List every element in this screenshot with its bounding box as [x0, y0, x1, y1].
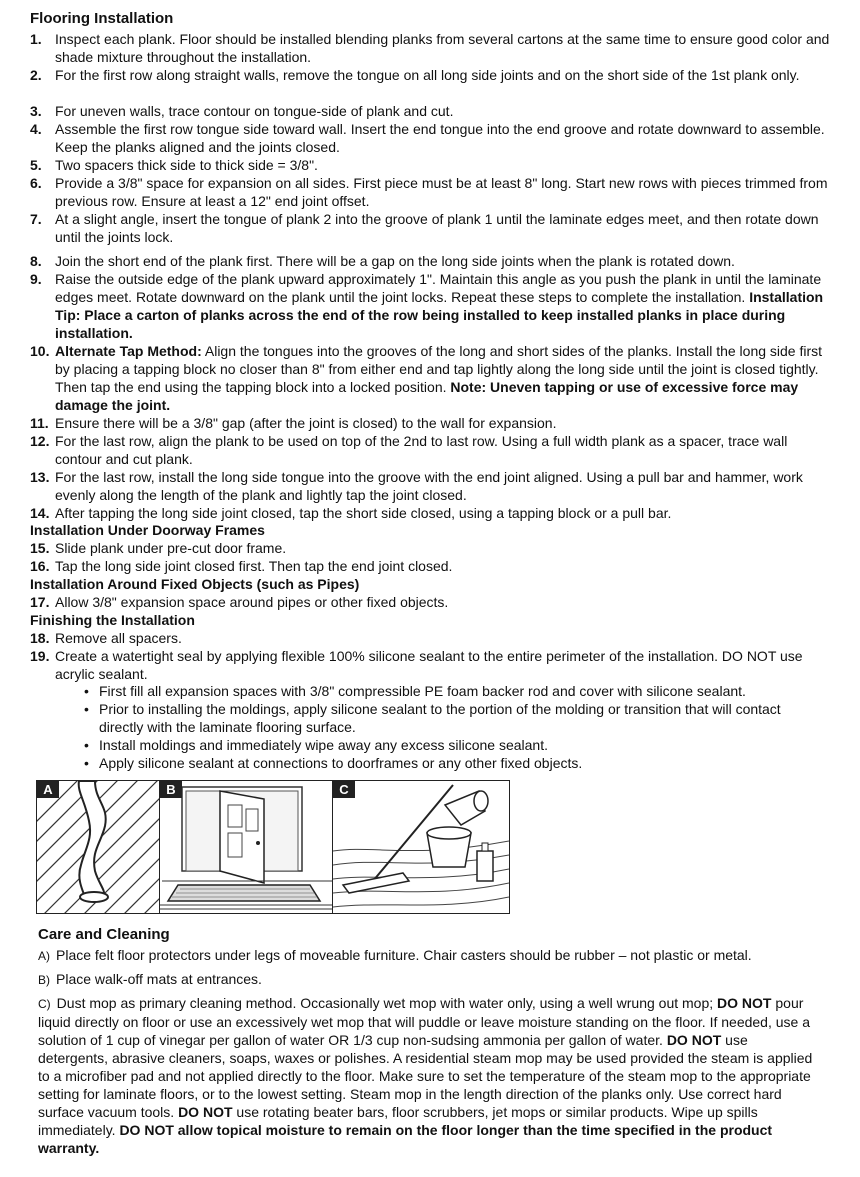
item-letter: C) — [38, 997, 51, 1011]
step-18 — [30, 629, 830, 647]
step-text: Inspect each plank. Floor should be installed blending planks from several cartons at the same time to ensure good color and shade mixture throughout the installation. — [55, 31, 830, 65]
step-text: Align the tongues into the grooves of the long and short sides of the planks. Install the long side first by placing a tapping block no closer than 8" from either end and tap lightly along the long side until the joint is closed tightly. Then tap the end using the tapping block into a locked position. — [55, 343, 823, 395]
step-14 — [30, 504, 830, 522]
step-text: Join the short end of the plank first. There will be a gap on the long side joints when the plank is rotated down. — [55, 253, 735, 269]
step-text: Slide plank under pre-cut door frame. — [55, 540, 287, 556]
method-label: Alternate Tap Method: — [55, 343, 202, 359]
bullet-item: • Apply silicone sealant at connections to doorframes or any other fixed objects. — [84, 754, 814, 772]
warning-text: DO NOT — [666, 1032, 722, 1048]
care-item-a — [38, 946, 818, 965]
step-number: 14. — [30, 505, 50, 521]
care-item-c — [38, 994, 818, 1157]
warning-text: DO NOT — [717, 995, 772, 1011]
doorway-illustration — [160, 781, 336, 913]
bullet-item: • Prior to installing the moldings, apply silicone sealant to the portion of the molding or transition that will contact directly with the laminate flooring surface. — [84, 700, 814, 736]
step-text: Tap the long side joint closed first. Then tap the end joint closed. — [55, 558, 453, 574]
step-number: 3. — [30, 103, 42, 119]
step-text: For the last row, install the long side tongue into the groove with the end joint aligned. Using a pull bar and hammer, work evenly along the length of the plank and lightly tap the joint closed. — [55, 469, 803, 503]
step-10 — [30, 342, 830, 414]
step-text: Ensure there will be a 3/8" gap (after the joint is closed) to the wall for expansion. — [55, 415, 557, 431]
step-text: After tapping the long side joint closed, tap the short side closed, using a tapping block or a pull bar. — [55, 505, 672, 521]
step-number: 17. — [30, 594, 50, 610]
step-7 — [30, 210, 830, 246]
pipes-heading: Installation Around Fixed Objects (such as Pipes) — [30, 576, 360, 592]
step-text: Assemble the first row tongue side toward wall. Insert the end tongue into the end groove and rotate downward to assemble. Keep the planks aligned and the joints closed. — [55, 121, 825, 155]
step-19 — [30, 647, 830, 683]
bullet-item: • Install moldings and immediately wipe away any excess silicone sealant. — [84, 736, 814, 754]
figure-c-mop-bucket — [332, 780, 510, 914]
care-item-b — [38, 970, 818, 989]
step-number: 8. — [30, 253, 42, 269]
step-5 — [30, 156, 830, 174]
warning-note: Note: Uneven tapping or use of excessive force may damage the joint. — [55, 379, 799, 413]
step-text: Two spacers thick side to thick side = 3/8". — [55, 157, 318, 173]
step-13 — [30, 468, 830, 504]
step-15 — [30, 539, 830, 557]
step-4 — [30, 120, 830, 156]
step-1 — [30, 30, 830, 66]
step-text: Allow 3/8" expansion space around pipes or other fixed objects. — [55, 594, 449, 610]
step-3 — [30, 102, 830, 120]
step-16 — [30, 557, 830, 575]
step-11 — [30, 414, 830, 432]
step-number: 18. — [30, 630, 50, 646]
figure-label: B — [160, 781, 182, 798]
step-number: 15. — [30, 540, 50, 556]
item-text: use rotating beater bars, floor scrubbers, jet mops or similar products. Wipe up spills immediately. — [38, 1104, 758, 1138]
step-number: 16. — [30, 558, 50, 574]
step-number: 9. — [30, 271, 42, 287]
figure-b-doorway-mat — [159, 780, 337, 914]
mop-bucket-illustration — [333, 781, 509, 913]
step-text: For uneven walls, trace contour on tongue-side of plank and cut. — [55, 103, 454, 119]
figure-label: A — [37, 781, 59, 798]
step-number: 10. — [30, 343, 50, 359]
step-text: Provide a 3/8" space for expansion on all sides. First piece must be at least 8" long. Start new rows with pieces trimmed from previous row. Ensure at least a 12" end joint offset. — [55, 175, 828, 209]
step-number: 13. — [30, 469, 50, 485]
item-text: pour liquid directly on floor or use an excessively wet mop that will puddle or leave moisture standing on the floor. If needed, use a solution of 1 cup of vinegar per gallon of water OR 1/3 cup non-sudsing ammonia per gallon of water. — [38, 995, 810, 1048]
step-number: 11. — [30, 415, 49, 431]
step-text: Raise the outside edge of the plank upward approximately 1". Maintain this angle as you push the plank in until the laminate edges meet. Rotate downward on the plank until the joint locks. Repeat these steps to complete the installation. — [55, 271, 822, 305]
item-text: use detergents, abrasive cleaners, soaps, waxes or polishes. A residential steam mop may be used provided the steam is applied to a microfiber pad and not applied directly to the floor. Make sure to set the temperature of the steam mop to the appropriate setting for laminate floors, or to the lowest setting. Steam mop in the length direction of the planks only. Use correct hard surface vacuum tools. — [38, 1032, 813, 1120]
step-12 — [30, 432, 830, 468]
sealant-bullets — [84, 682, 814, 772]
step-8 — [30, 252, 830, 270]
step-6 — [30, 174, 830, 210]
figure-label: C — [333, 781, 355, 798]
step-text: For the first row along straight walls, remove the tongue on all long side joints and on the short side of the 1st plank only. — [55, 67, 800, 83]
step-number: 19. — [30, 648, 50, 664]
step-number: 4. — [30, 121, 42, 137]
step-17 — [30, 593, 830, 611]
item-letter: B) — [38, 973, 50, 987]
step-number: 1. — [30, 31, 42, 47]
step-number: 12. — [30, 433, 50, 449]
step-text: Remove all spacers. — [55, 630, 182, 646]
doorway-heading: Installation Under Doorway Frames — [30, 522, 265, 538]
finishing-heading: Finishing the Installation — [30, 612, 195, 628]
step-text: For the last row, align the plank to be used on top of the 2nd to last row. Using a full width plank as a spacer, trace wall contour and cut plank. — [55, 433, 788, 467]
item-text: Place felt floor protectors under legs of moveable furniture. Chair casters should be rubber – not plastic or metal. — [56, 947, 752, 963]
step-9 — [30, 270, 830, 342]
step-number: 5. — [30, 157, 42, 173]
step-number: 6. — [30, 175, 42, 191]
installation-tip: Installation Tip: Place a carton of planks across the end of the row being installed to keep installed planks in place during installation. — [55, 289, 824, 341]
item-text: Dust mop as primary cleaning method. Occasionally wet mop with water only, using a well wrung out mop; — [56, 995, 718, 1011]
care-heading: Care and Cleaning — [38, 926, 170, 943]
step-2 — [30, 66, 830, 84]
step-number: 7. — [30, 211, 42, 227]
step-text: Create a watertight seal by applying flexible 100% silicone sealant to the entire perimeter of the installation. DO NOT use acrylic sealant. — [55, 648, 803, 682]
step-number: 2. — [30, 67, 42, 83]
item-text: Place walk-off mats at entrances. — [56, 971, 262, 987]
warning-text: DO NOT allow topical moisture to remain on the floor longer than the time specified in the product warranty. — [38, 1122, 773, 1156]
warning-text: DO NOT — [178, 1104, 233, 1120]
bullet-item: • First fill all expansion spaces with 3/8" compressible PE foam backer rod and cover with silicone sealant. — [84, 682, 814, 700]
step-text: At a slight angle, insert the tongue of plank 2 into the groove of plank 1 until the laminate edges meet, and then rotate down until the joints lock. — [55, 211, 819, 245]
item-letter: A) — [38, 949, 50, 963]
page-title: Flooring Installation — [30, 10, 174, 27]
